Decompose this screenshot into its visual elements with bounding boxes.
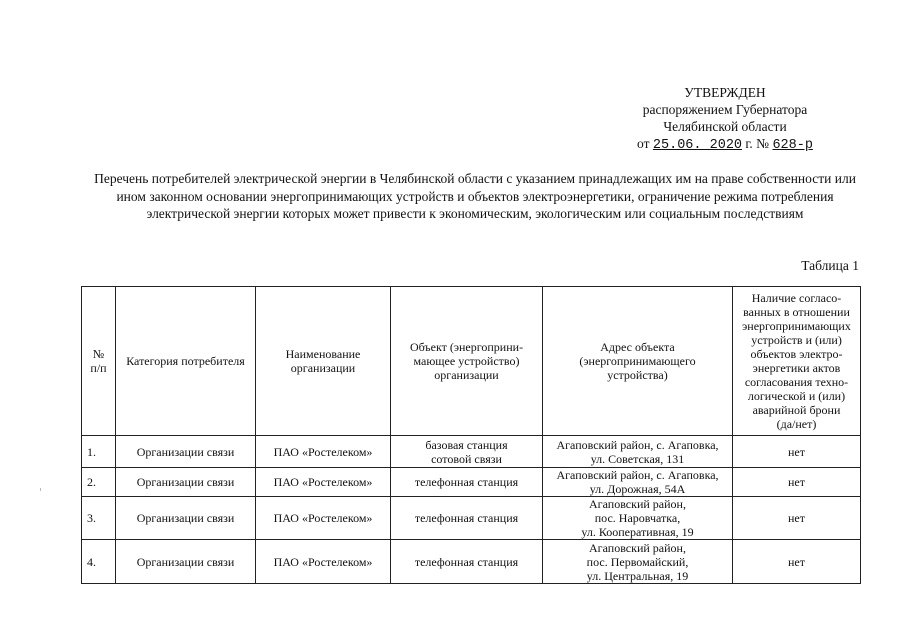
scan-mark bbox=[40, 488, 41, 491]
cell-organization: ПАО «Ростелеком» bbox=[256, 436, 391, 468]
cell-organization: ПАО «Ростелеком» bbox=[256, 468, 391, 497]
cell-address: Агаповский район, пос. Наровчатка, ул. Кооперативная, 19 bbox=[543, 497, 733, 540]
cell-organization: ПАО «Ростелеком» bbox=[256, 540, 391, 584]
header-category: Категория потребителя bbox=[116, 287, 256, 436]
cell-category: Организации связи bbox=[116, 468, 256, 497]
cell-armor: нет bbox=[733, 540, 861, 584]
consumers-table bbox=[81, 286, 861, 584]
date-value: 25.06. 2020 bbox=[652, 138, 743, 153]
header-organization: Наименование организации bbox=[256, 287, 391, 436]
cell-number: 3. bbox=[82, 497, 116, 540]
cell-armor: нет bbox=[733, 468, 861, 497]
header-armor-acts: Наличие согласо- ванных в отношении энергопринимающих устройств и (или) объектов электро- энергетики актов согласования техно- логической и (или) аварийной брони (да/нет) bbox=[733, 287, 861, 436]
date-prefix: от bbox=[637, 136, 650, 151]
cell-category: Организации связи bbox=[116, 436, 256, 468]
cell-address: Агаповский район, с. Агаповка, ул. Советская, 131 bbox=[543, 436, 733, 468]
header-address: Адрес объекта (энергопринимающего устройства) bbox=[543, 287, 733, 436]
approval-title: УТВЕРЖДЕН bbox=[684, 85, 766, 100]
document-title: Перечень потребителей электрической энергии в Челябинской области с указанием принадлежащих им на праве собственности или ином законном основании энергопринимающих устройств и объектов электроэнергетики, ограничение режима потребления электрической энергии которых может привести к экономическим, экологическим или социальным последствиям bbox=[94, 171, 856, 221]
table-row bbox=[82, 468, 861, 497]
cell-number: 4. bbox=[82, 540, 116, 584]
cell-category: Организации связи bbox=[116, 497, 256, 540]
approval-block bbox=[600, 84, 850, 154]
cell-organization: ПАО «Ростелеком» bbox=[256, 497, 391, 540]
cell-armor: нет bbox=[733, 436, 861, 468]
cell-object: телефонная станция bbox=[391, 540, 543, 584]
approval-line-order: распоряжением Губернатора bbox=[642, 102, 808, 117]
cell-object: базовая станция сотовой связи bbox=[391, 436, 543, 468]
order-number: 628-р bbox=[772, 138, 813, 153]
table-row bbox=[82, 497, 861, 540]
cell-number: 1. bbox=[82, 436, 116, 468]
table-label: Таблица 1 bbox=[801, 258, 859, 273]
header-number: № п/п bbox=[82, 287, 116, 436]
cell-object: телефонная станция bbox=[391, 468, 543, 497]
cell-address: Агаповский район, с. Агаповка, ул. Дорожная, 54А bbox=[543, 468, 733, 497]
date-suffix: г. № bbox=[745, 136, 770, 151]
cell-armor: нет bbox=[733, 497, 861, 540]
header-object: Объект (энергоприни- мающее устройство) организации bbox=[391, 287, 543, 436]
table-row bbox=[82, 436, 861, 468]
table-header-row bbox=[82, 287, 861, 436]
cell-number: 2. bbox=[82, 468, 116, 497]
cell-category: Организации связи bbox=[116, 540, 256, 584]
cell-address: Агаповский район, пос. Первомайский, ул. Центральная, 19 bbox=[543, 540, 733, 584]
approval-line-region: Челябинской области bbox=[663, 119, 787, 134]
approval-date-line bbox=[600, 135, 850, 154]
cell-object: телефонная станция bbox=[391, 497, 543, 540]
table-row bbox=[82, 540, 861, 584]
